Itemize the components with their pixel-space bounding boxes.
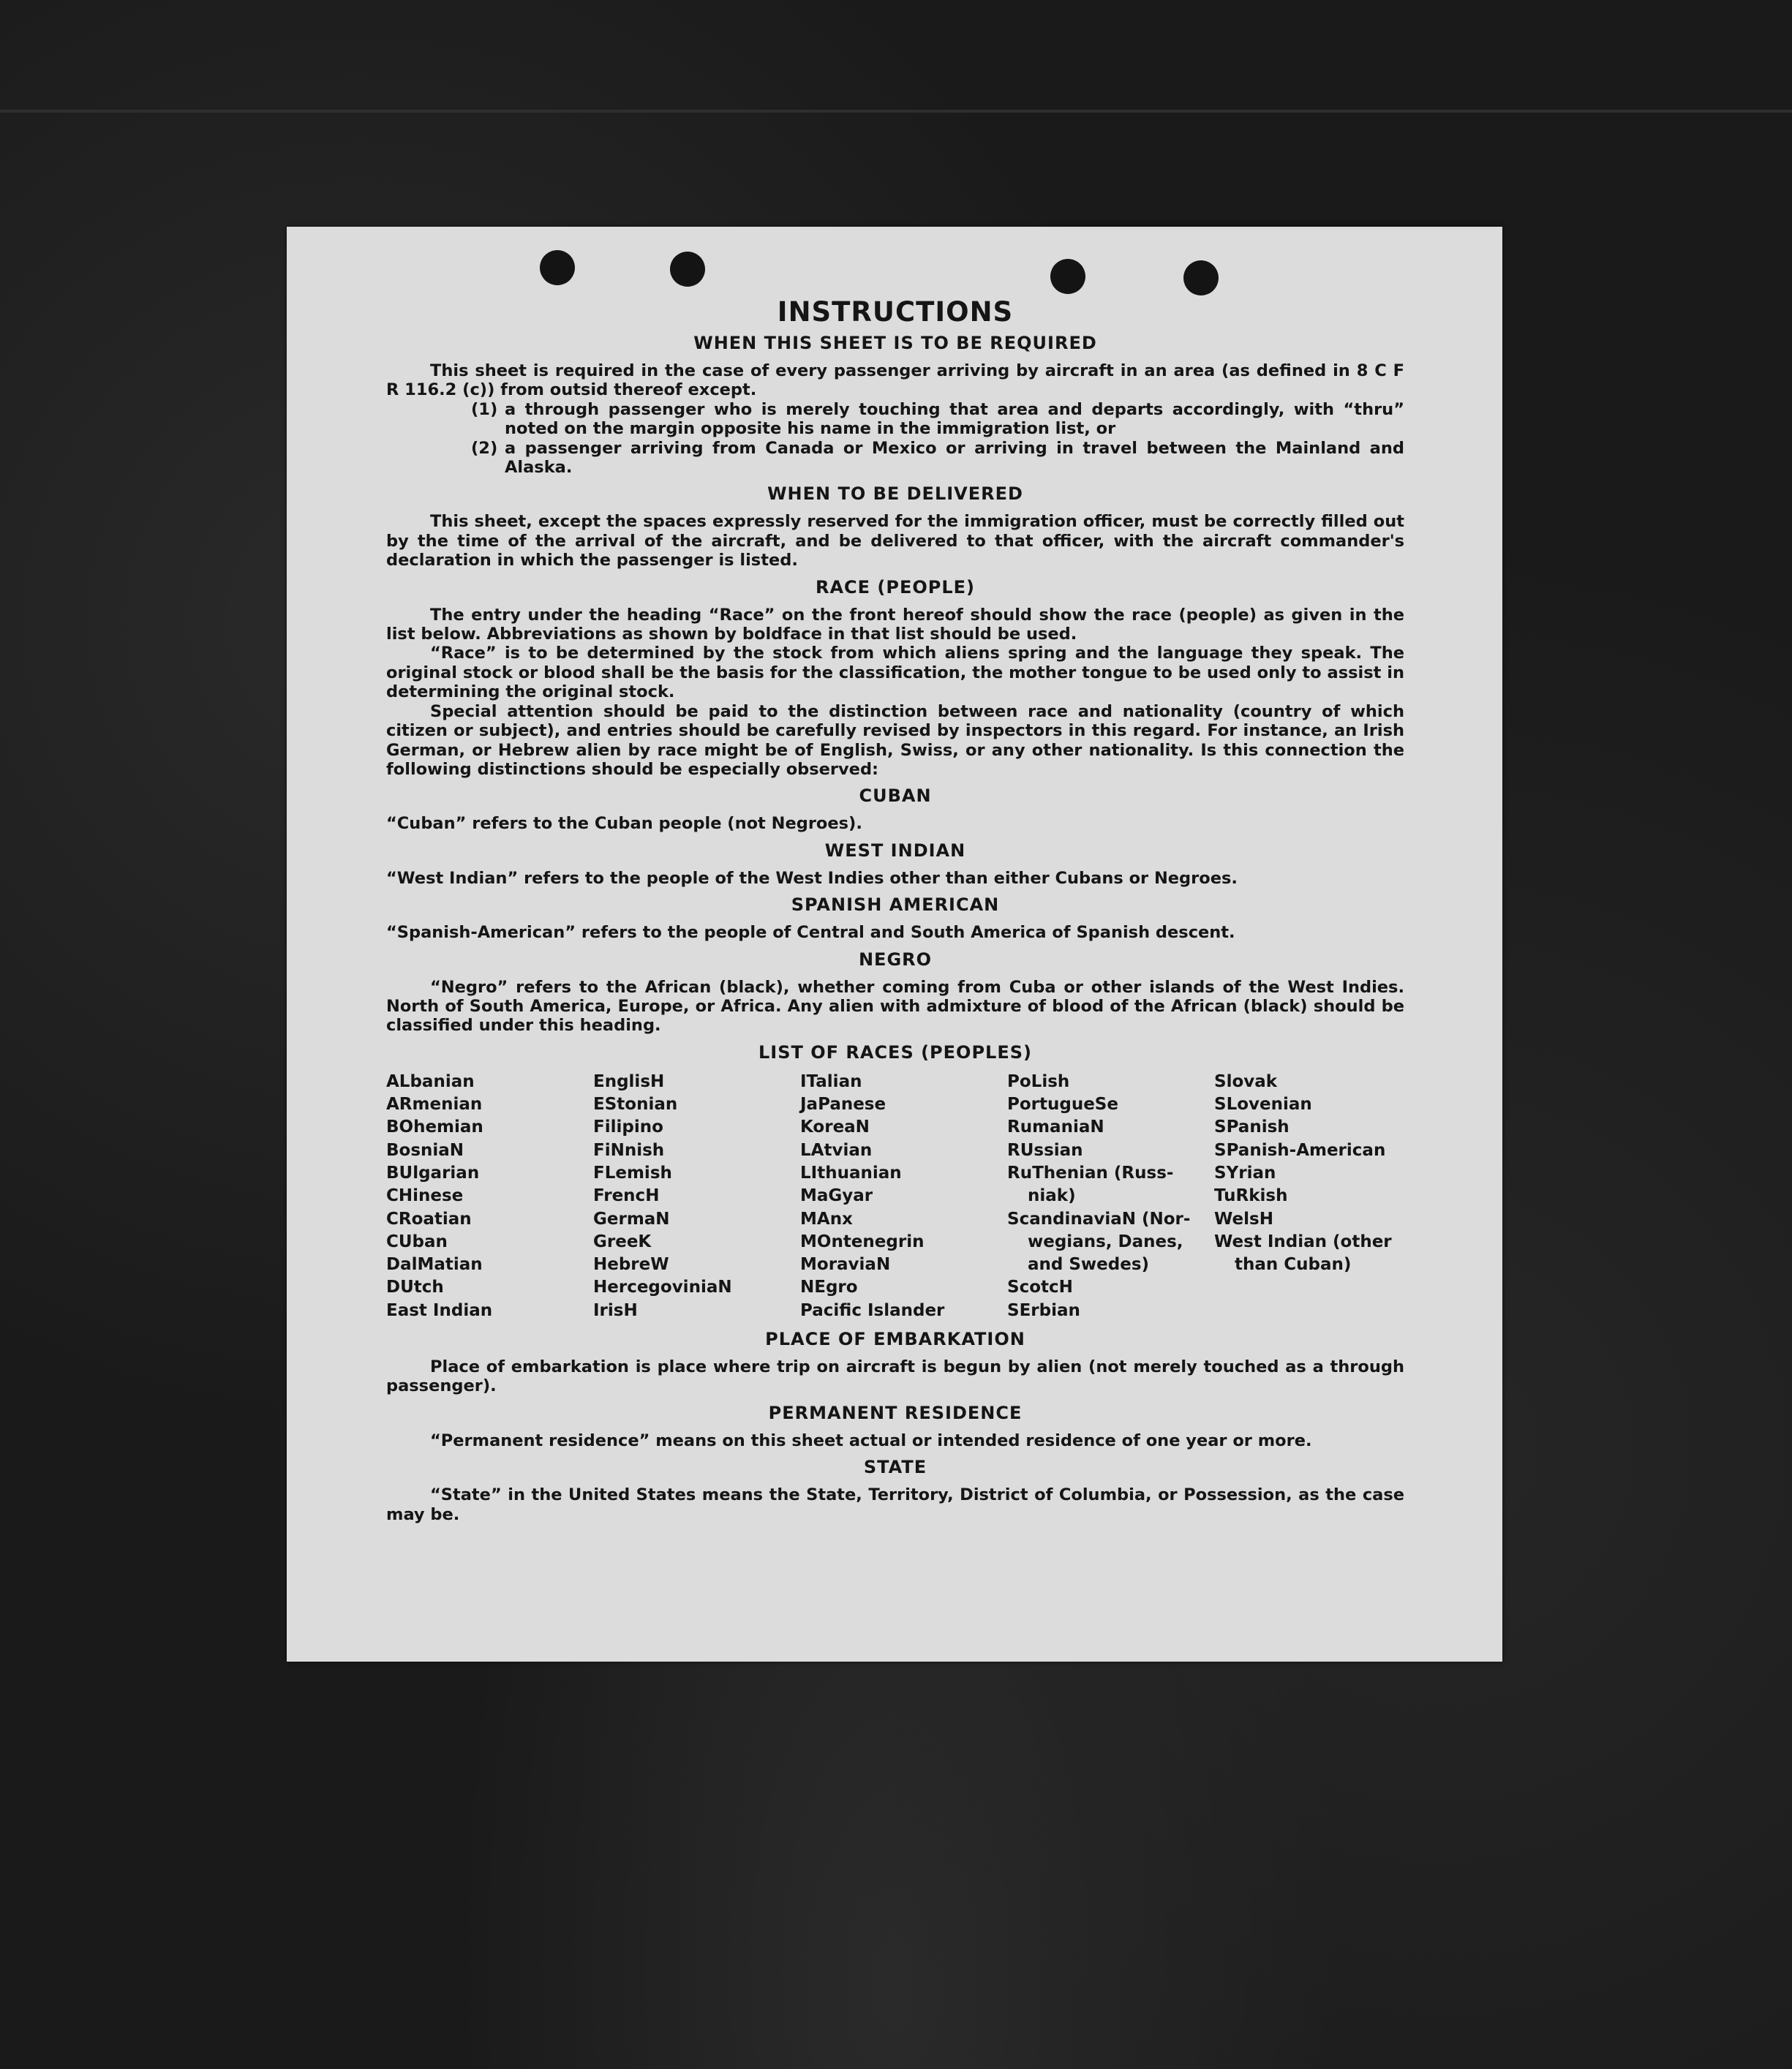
item-number: (2) [471,438,498,458]
punch-hole [1183,260,1219,295]
race-entry: ITalian [800,1071,862,1091]
race-entry: ScotcH [1007,1278,1073,1297]
sheet-content [386,295,1404,1524]
page-title: INSTRUCTIONS [777,296,1014,328]
embarkation-text: Place of embarkation is place where trip on aircraft is begun by alien (not merely touched as a through passenger). [386,1357,1404,1396]
race-entry: LIthuanian [800,1163,902,1183]
race-entry: NEgro [800,1278,858,1297]
race-paragraph: “Race” is to be determined by the stock from which aliens spring and the language they speak. The original stock or blood shall be the basis for the classification, the mother tongue to be used only to assist in determining the original stock. [386,644,1404,702]
list-item [471,400,1404,439]
race-entry: PortugueSe [1007,1095,1118,1115]
heading-spanish-american: SPANISH AMERICAN [791,894,1000,916]
race-entry: BUlgarian [386,1163,480,1183]
heading-negro: NEGRO [858,949,933,970]
item-text: a passenger arriving from Canada or Mexico or arriving in travel between the Mainland and Alaska. [505,438,1404,478]
heading-west-indian: WEST INDIAN [824,840,966,861]
required-intro: This sheet is required in the case of every passenger arriving by aircraft in an area (as defined in 8 C F R 116.2 (c)) from outsid thereof except. [386,361,1404,400]
race-entry: SPanish [1214,1118,1290,1137]
races-column [593,1071,800,1322]
race-entry: TuRkish [1214,1186,1288,1206]
race-paragraph: Special attention should be paid to the distinction between race and nationality (country of which citizen or subject), and entries should be carefully revised by inspectors in this regard. For instance, an Irish German, or Hebrew alien by race might be of English, Swiss, or any other nationality. Is this connection the following distinctions should be especially observed: [386,701,1404,779]
race-entry: HercegoviniaN [593,1278,732,1297]
race-entry: SPanish-American [1214,1140,1386,1160]
race-entry: ARmenian [386,1095,483,1115]
race-entry: Filipino [593,1118,663,1137]
heading-residence: PERMANENT RESIDENCE [768,1402,1023,1423]
race-paragraph: The entry under the heading “Race” on the front hereof should show the race (people) as given in the list below. Abbreviations as shown by boldface in that list should be used. [386,605,1404,644]
race-entry: GermaN [593,1209,670,1229]
race-entry: MAnx [800,1209,853,1229]
race-entry: RuThenian (Russ- [1007,1163,1174,1183]
race-entry: KoreaN [800,1118,870,1137]
race-entry: FiNnish [593,1140,665,1160]
races-column [1007,1071,1214,1322]
race-entry: West Indian (other [1214,1232,1392,1251]
residence-text: “Permanent residence” means on this sheet actual or intended residence of one year or more. [430,1431,1312,1450]
race-entry: BosniaN [386,1140,464,1160]
race-entry: MaGyar [800,1186,873,1206]
race-entry: IrisH [593,1300,638,1320]
race-entry: SYrian [1214,1163,1276,1183]
punch-hole [670,252,705,287]
race-entry: DalMatian [386,1255,483,1275]
item-number: (1) [471,399,498,419]
race-entry: WelsH [1214,1209,1273,1229]
heading-cuban: CUBAN [859,785,932,807]
race-entry: MOntenegrin [800,1232,925,1251]
race-entry: EStonian [593,1095,678,1115]
race-entry: East Indian [386,1300,493,1320]
instruction-sheet [287,227,1502,1662]
race-entry: wegians, Danes, [1028,1232,1183,1251]
punch-hole [540,250,575,285]
state-text: “State” in the United States means the State, Territory, District of Columbia, or Possession, as the case may be. [386,1485,1404,1524]
race-entry: GreeK [593,1232,652,1251]
races-list [386,1071,1404,1322]
race-entry: MoraviaN [800,1255,891,1275]
race-entry: ScandinaviaN (Nor- [1007,1209,1191,1229]
heading-state: STATE [863,1457,927,1478]
race-entry: RumaniaN [1007,1118,1104,1137]
race-entry: EnglisH [593,1071,665,1091]
heading-list-of-races: LIST OF RACES (PEOPLES) [758,1041,1032,1063]
races-column [800,1071,1007,1322]
race-entry: Slovak [1214,1071,1278,1091]
heading-required: WHEN THIS SHEET IS TO BE REQUIRED [693,333,1097,353]
list-item [471,439,1404,478]
spanish-american-text: “Spanish-American” refers to the people of Central and South America of Spanish descent. [386,923,1235,943]
races-column [1214,1071,1404,1322]
race-entry: SErbian [1007,1300,1080,1320]
scan-edge-line [0,110,1792,113]
race-entry: SLovenian [1214,1095,1312,1115]
race-entry: FLemish [593,1163,672,1183]
cuban-text: “Cuban” refers to the Cuban people (not Negroes). [386,814,862,834]
races-column [386,1071,593,1322]
race-entry: HebreW [593,1255,669,1275]
race-entry: FrencH [593,1186,660,1206]
race-entry: niak) [1028,1186,1076,1206]
item-text: a through passenger who is merely touching that area and departs accordingly, with “thru” noted on the margin opposite his name in the immigration list, or [505,399,1404,439]
race-entry: LAtvian [800,1140,873,1160]
race-entry: JaPanese [800,1095,886,1115]
heading-embarkation: PLACE OF EMBARKATION [765,1329,1025,1350]
race-entry: CHinese [386,1186,464,1206]
heading-delivered: WHEN TO BE DELIVERED [767,483,1023,505]
race-entry: and Swedes) [1028,1255,1150,1275]
punch-hole [1050,259,1085,294]
race-entry: than Cuban) [1235,1255,1352,1275]
race-entry: Pacific Islander [800,1300,945,1320]
negro-text: “Negro” refers to the African (black), whether coming from Cuba or other islands of the West Indies. North of South America, Europe, or Africa. Any alien with admixture of blood of the African (black) should be classified under this heading. [386,977,1404,1036]
race-entry: DUtch [386,1278,444,1297]
delivered-text: This sheet, except the spaces expressly reserved for the immigration officer, must be correctly filled out by the time of the arrival of the aircraft, and be delivered to that officer, with the aircraft commander's declaration in which the passenger is listed. [386,512,1404,570]
race-entry: RUssian [1007,1140,1083,1160]
race-entry: ALbanian [386,1071,475,1091]
heading-race: RACE (PEOPLE) [815,576,976,598]
race-entry: BOhemian [386,1118,483,1137]
race-entry: CRoatian [386,1209,472,1229]
race-entry: PoLish [1007,1071,1070,1091]
race-entry: CUban [386,1232,448,1251]
west-indian-text: “West Indian” refers to the people of the West Indies other than either Cubans or Negroes. [386,868,1238,888]
